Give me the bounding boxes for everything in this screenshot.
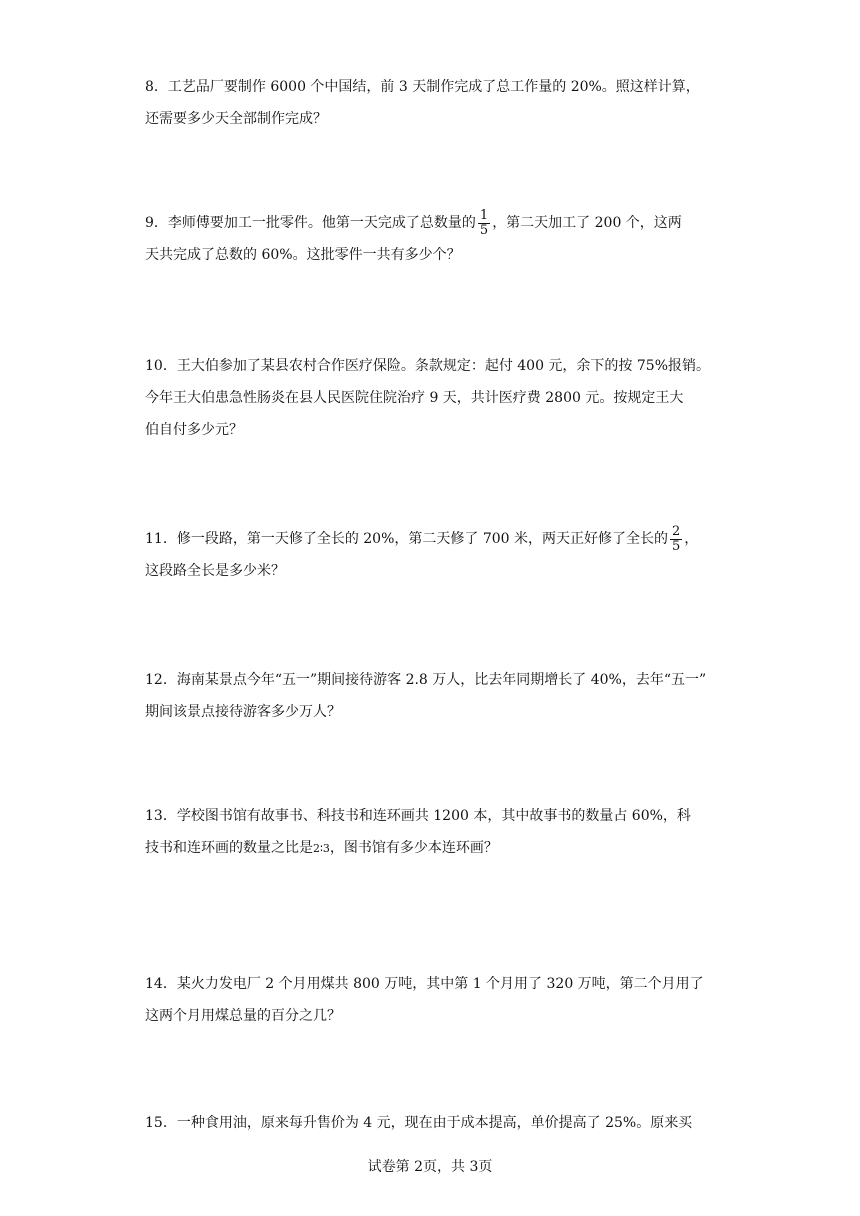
question-11-line-2: 这段路全长是多少米？ [145,563,285,579]
question-13 [145,800,720,864]
question-9-text-a: 9．李师傅要加工一批零件。他第一天完成了总数量的 [145,215,476,231]
question-9 [145,207,720,271]
question-11-line-1 [145,523,720,555]
question-9-line-2: 天共完成了总数的 60%。这批零件一共有多少个？ [145,247,461,263]
question-13-text-b: ，图书馆有多少本连环画？ [329,840,498,856]
fraction-two-fifths [670,525,682,554]
question-12 [145,664,720,728]
question-11-text-a: 11．修一段路，第一天修了全长的 20%，第二天修了 700 米，两天正好修了全长的 [145,531,669,547]
question-10-line-2: 今年王大伯患急性肠炎在县人民医院住院治疗 9 天，共计医疗费 2800 元。按规定王大 [145,390,684,406]
question-11 [145,523,720,587]
question-13-line-2 [145,832,720,864]
page-footer: 试卷第 2页，共 3页 [367,1159,493,1175]
question-12-line-1: 12．海南某景点今年“五一”期间接待游客 2.8 万人，比去年同期增长了 40%，去年“五一” [145,672,707,688]
question-9-line-1 [145,207,720,239]
question-14-line-1: 14．某火力发电厂 2 个月用煤共 800 万吨，其中第 1 个月用了 320 万吨，第二个月用了 [145,976,704,992]
fraction-denominator: 5 [672,538,681,554]
ratio-value: 2∶3 [313,842,330,855]
question-8-line-2: 还需要多少天全部制作完成？ [145,111,327,127]
question-10 [145,350,720,446]
question-8-line-1: 8．工艺品厂要制作 6000 个中国结，前 3 天制作完成了总工作量的 20%。照这样计算， [145,79,700,95]
question-12-line-2: 期间该景点接待游客多少万人？ [145,704,341,720]
question-11-text-b: ， [684,531,699,547]
fraction-denominator: 5 [479,222,489,238]
question-14 [145,968,720,1032]
question-15 [145,1107,720,1139]
question-14-line-2: 这两个月用煤总量的百分之几？ [145,1008,341,1024]
question-10-line-1: 10．王大伯参加了某县农村合作医疗保险。条款规定：起付 400 元，余下的按 75%报销。 [145,358,711,374]
fraction-numerator: 2 [672,523,681,539]
question-10-line-3: 伯自付多少元？ [145,422,243,438]
fraction-numerator: 1 [479,207,489,223]
question-13-text-a: 技书和连环画的数量之比是 [145,840,313,856]
question-13-line-1: 13．学校图书馆有故事书、科技书和连环画共 1200 本，其中故事书的数量占 60%，科 [145,808,691,824]
question-15-line-1: 15．一种食用油，原来每升售价为 4 元，现在由于成本提高，单价提高了 25%。原来买 [145,1115,693,1131]
question-8 [145,71,720,135]
fraction-one-fifth [478,209,490,238]
question-9-text-b: ，第二天加工了 200 个，这两 [492,215,682,231]
